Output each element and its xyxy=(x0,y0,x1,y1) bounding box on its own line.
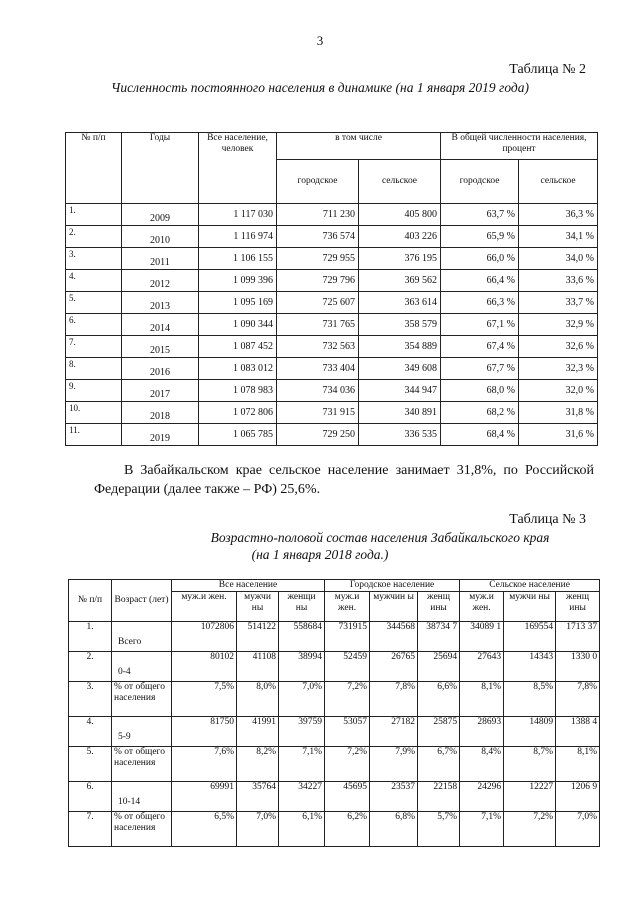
table-row xyxy=(69,782,600,812)
t3-subheader-all-0: муж.и жен. xyxy=(172,592,237,622)
cell-value: 12227 xyxy=(504,782,556,812)
row-num: 3. xyxy=(66,248,122,270)
t3-subheader-urban-1: мужчин ы xyxy=(370,592,418,622)
cell-value: 27182 xyxy=(370,717,418,747)
cell-value: 7,1% xyxy=(279,747,325,782)
cell-rural: 405 800 xyxy=(359,204,441,226)
row-year: 2011 xyxy=(122,248,199,270)
cell-urban-pct: 68,2 % xyxy=(441,402,519,424)
table-row xyxy=(66,380,598,402)
row-year: 2012 xyxy=(122,270,199,292)
row-year: 2010 xyxy=(122,226,199,248)
cell-value: 27643 xyxy=(460,652,504,682)
t3-header-num: № п/п xyxy=(69,580,112,622)
cell-value: 69991 xyxy=(172,782,237,812)
cell-urban-pct: 67,1 % xyxy=(441,314,519,336)
cell-rural-pct: 34,1 % xyxy=(519,226,598,248)
cell-value: 6,6% xyxy=(418,682,460,717)
t3-header-rural: Сельское население xyxy=(460,580,600,592)
cell-rural: 369 562 xyxy=(359,270,441,292)
cell-value: 731915 xyxy=(325,622,370,652)
cell-value: 39759 xyxy=(279,717,325,747)
t3-subheader-rural-1: мужчи ны xyxy=(504,592,556,622)
row-num: 11. xyxy=(66,424,122,446)
cell-urban-pct: 68,0 % xyxy=(441,380,519,402)
header-rural-pct: сельское xyxy=(519,160,598,204)
cell-value: 558684 xyxy=(279,622,325,652)
cell-value: 344568 xyxy=(370,622,418,652)
cell-value: 25875 xyxy=(418,717,460,747)
cell-value: 6,8% xyxy=(370,812,418,847)
row-num: 5. xyxy=(69,747,112,782)
row-num: 1. xyxy=(66,204,122,226)
cell-rural-pct: 36,3 % xyxy=(519,204,598,226)
t3-subheader-all-1: мужчи ны xyxy=(237,592,279,622)
cell-value: 8,0% xyxy=(237,682,279,717)
table-row xyxy=(69,812,600,847)
t3-subheader-urban-0: муж.и жен. xyxy=(325,592,370,622)
cell-rural: 340 891 xyxy=(359,402,441,424)
cell-value: 35764 xyxy=(237,782,279,812)
header-years: Годы xyxy=(122,133,199,204)
table3-subtitle: (на 1 января 2018 года.) xyxy=(251,547,389,562)
cell-total: 1 083 012 xyxy=(199,358,277,380)
cell-value: 514122 xyxy=(237,622,279,652)
cell-urban: 732 563 xyxy=(277,336,359,358)
header-rural: сельское xyxy=(359,160,441,204)
cell-value: 7,0% xyxy=(556,812,600,847)
row-age: % от общего населения xyxy=(112,747,172,782)
cell-total: 1 095 169 xyxy=(199,292,277,314)
cell-value: 52459 xyxy=(325,652,370,682)
cell-value: 34227 xyxy=(279,782,325,812)
t3-header-all: Все население xyxy=(172,580,325,592)
t3-subheader-urban-2: женщ ины xyxy=(418,592,460,622)
table-row xyxy=(66,314,598,336)
cell-total: 1 090 344 xyxy=(199,314,277,336)
cell-rural-pct: 32,0 % xyxy=(519,380,598,402)
cell-total: 1 106 155 xyxy=(199,248,277,270)
row-year: 2014 xyxy=(122,314,199,336)
cell-total: 1 087 452 xyxy=(199,336,277,358)
row-num: 4. xyxy=(66,270,122,292)
table-row xyxy=(66,336,598,358)
cell-value: 53057 xyxy=(325,717,370,747)
cell-value: 7,0% xyxy=(279,682,325,717)
cell-rural: 336 535 xyxy=(359,424,441,446)
row-age: 10-14 xyxy=(112,782,172,812)
row-num: 7. xyxy=(66,336,122,358)
cell-value: 8,4% xyxy=(460,747,504,782)
row-num: 9. xyxy=(66,380,122,402)
table2-label: Таблица № 2 xyxy=(509,62,586,77)
cell-value: 7,2% xyxy=(504,812,556,847)
cell-value: 25694 xyxy=(418,652,460,682)
cell-rural: 376 195 xyxy=(359,248,441,270)
row-num: 7. xyxy=(69,812,112,847)
cell-rural-pct: 32,3 % xyxy=(519,358,598,380)
cell-urban: 731 915 xyxy=(277,402,359,424)
cell-value: 41991 xyxy=(237,717,279,747)
row-year: 2015 xyxy=(122,336,199,358)
cell-urban: 736 574 xyxy=(277,226,359,248)
cell-value: 23537 xyxy=(370,782,418,812)
cell-rural: 403 226 xyxy=(359,226,441,248)
cell-value: 7,2% xyxy=(325,682,370,717)
cell-urban: 733 404 xyxy=(277,358,359,380)
cell-rural: 363 614 xyxy=(359,292,441,314)
cell-total: 1 099 396 xyxy=(199,270,277,292)
cell-value: 7,5% xyxy=(172,682,237,717)
table-row xyxy=(66,248,598,270)
cell-value: 14343 xyxy=(504,652,556,682)
row-num: 3. xyxy=(69,682,112,717)
table-row xyxy=(66,424,598,446)
cell-value: 14809 xyxy=(504,717,556,747)
cell-rural-pct: 32,9 % xyxy=(519,314,598,336)
header-share: В общей численности населения, процент xyxy=(441,133,598,160)
cell-urban-pct: 66,4 % xyxy=(441,270,519,292)
cell-urban-pct: 66,3 % xyxy=(441,292,519,314)
cell-value: 169554 xyxy=(504,622,556,652)
rural-share-paragraph xyxy=(94,461,594,499)
row-year: 2013 xyxy=(122,292,199,314)
row-num: 10. xyxy=(66,402,122,424)
table3-label: Таблица № 3 xyxy=(509,512,586,527)
cell-value: 6,5% xyxy=(172,812,237,847)
cell-value: 1072806 xyxy=(172,622,237,652)
cell-value: 1713 37 xyxy=(556,622,600,652)
cell-rural-pct: 31,6 % xyxy=(519,424,598,446)
cell-value: 38734 7 xyxy=(418,622,460,652)
table-row xyxy=(69,652,600,682)
cell-rural: 344 947 xyxy=(359,380,441,402)
cell-value: 26765 xyxy=(370,652,418,682)
cell-value: 81750 xyxy=(172,717,237,747)
cell-rural: 349 608 xyxy=(359,358,441,380)
cell-value: 6,7% xyxy=(418,747,460,782)
cell-urban: 729 250 xyxy=(277,424,359,446)
row-num: 4. xyxy=(69,717,112,747)
row-year: 2018 xyxy=(122,402,199,424)
cell-value: 7,0% xyxy=(237,812,279,847)
row-age: % от общего населения xyxy=(112,682,172,717)
row-age: % от общего населения xyxy=(112,812,172,847)
population-dynamics-table xyxy=(65,132,598,446)
cell-value: 22158 xyxy=(418,782,460,812)
row-num: 5. xyxy=(66,292,122,314)
row-year: 2019 xyxy=(122,424,199,446)
cell-value: 28693 xyxy=(460,717,504,747)
cell-rural: 354 889 xyxy=(359,336,441,358)
cell-total: 1 117 030 xyxy=(199,204,277,226)
cell-value: 45695 xyxy=(325,782,370,812)
table-row xyxy=(66,402,598,424)
cell-value: 7,9% xyxy=(370,747,418,782)
cell-total: 1 065 785 xyxy=(199,424,277,446)
t3-header-urban: Городское население xyxy=(325,580,460,592)
page-number: 3 xyxy=(316,33,324,48)
cell-urban-pct: 66,0 % xyxy=(441,248,519,270)
cell-value: 1330 0 xyxy=(556,652,600,682)
cell-urban: 725 607 xyxy=(277,292,359,314)
cell-total: 1 072 806 xyxy=(199,402,277,424)
table-row xyxy=(66,358,598,380)
table-row xyxy=(66,292,598,314)
row-year: 2017 xyxy=(122,380,199,402)
table-row xyxy=(69,682,600,717)
cell-total: 1 116 974 xyxy=(199,226,277,248)
cell-rural-pct: 33,6 % xyxy=(519,270,598,292)
cell-value: 38994 xyxy=(279,652,325,682)
cell-value: 7,1% xyxy=(460,812,504,847)
row-age: Всего xyxy=(112,622,172,652)
cell-value: 1388 4 xyxy=(556,717,600,747)
row-num: 6. xyxy=(66,314,122,336)
cell-value: 34089 1 xyxy=(460,622,504,652)
table-row xyxy=(69,747,600,782)
cell-value: 7,2% xyxy=(325,747,370,782)
row-age: 5-9 xyxy=(112,717,172,747)
row-num: 2. xyxy=(69,652,112,682)
cell-urban-pct: 68,4 % xyxy=(441,424,519,446)
cell-urban-pct: 67,4 % xyxy=(441,336,519,358)
header-urban: городское xyxy=(277,160,359,204)
header-urban-pct: городское xyxy=(441,160,519,204)
row-age: 0-4 xyxy=(112,652,172,682)
t3-header-age: Возраст (лет) xyxy=(112,580,172,622)
cell-rural: 358 579 xyxy=(359,314,441,336)
row-num: 2. xyxy=(66,226,122,248)
cell-urban: 711 230 xyxy=(277,204,359,226)
cell-urban: 729 796 xyxy=(277,270,359,292)
row-year: 2009 xyxy=(122,204,199,226)
cell-value: 8,1% xyxy=(556,747,600,782)
cell-rural-pct: 32,6 % xyxy=(519,336,598,358)
t3-subheader-rural-2: женщ ины xyxy=(556,592,600,622)
age-sex-composition-table xyxy=(68,579,600,847)
cell-value: 8,7% xyxy=(504,747,556,782)
cell-value: 5,7% xyxy=(418,812,460,847)
table-row xyxy=(66,270,598,292)
cell-value: 6,2% xyxy=(325,812,370,847)
table-row xyxy=(66,226,598,248)
cell-value: 7,8% xyxy=(556,682,600,717)
cell-value: 8,1% xyxy=(460,682,504,717)
cell-rural-pct: 34,0 % xyxy=(519,248,598,270)
header-num: № п/п xyxy=(66,133,122,204)
header-total: Все население, человек xyxy=(199,133,277,204)
cell-value: 8,2% xyxy=(237,747,279,782)
row-num: 1. xyxy=(69,622,112,652)
header-including: в том числе xyxy=(277,133,441,160)
cell-value: 8,5% xyxy=(504,682,556,717)
table2-title: Численность постоянного населения в динамике (на 1 января 2019 года) xyxy=(111,80,529,95)
row-num: 8. xyxy=(66,358,122,380)
cell-urban-pct: 67,7 % xyxy=(441,358,519,380)
cell-urban-pct: 65,9 % xyxy=(441,226,519,248)
cell-rural-pct: 31,8 % xyxy=(519,402,598,424)
table-row xyxy=(69,622,600,652)
cell-urban-pct: 63,7 % xyxy=(441,204,519,226)
paragraph-text: В Забайкальском крае сельское население занимает 31,8%, по Российской Федерации (далее также – РФ) 25,6%. xyxy=(94,463,594,497)
t3-subheader-all-2: женщи ны xyxy=(279,592,325,622)
table-row xyxy=(69,717,600,747)
cell-total: 1 078 983 xyxy=(199,380,277,402)
cell-value: 7,6% xyxy=(172,747,237,782)
cell-value: 1206 9 xyxy=(556,782,600,812)
cell-rural-pct: 33,7 % xyxy=(519,292,598,314)
cell-urban: 729 955 xyxy=(277,248,359,270)
cell-value: 6,1% xyxy=(279,812,325,847)
row-year: 2016 xyxy=(122,358,199,380)
cell-value: 41108 xyxy=(237,652,279,682)
table-row xyxy=(66,204,598,226)
cell-urban: 731 765 xyxy=(277,314,359,336)
cell-value: 7,8% xyxy=(370,682,418,717)
cell-urban: 734 036 xyxy=(277,380,359,402)
row-num: 6. xyxy=(69,782,112,812)
cell-value: 24296 xyxy=(460,782,504,812)
cell-value: 80102 xyxy=(172,652,237,682)
t3-subheader-rural-0: муж.и жен. xyxy=(460,592,504,622)
table3-title: Возрастно-половой состав населения Забайкальского края xyxy=(210,530,550,545)
